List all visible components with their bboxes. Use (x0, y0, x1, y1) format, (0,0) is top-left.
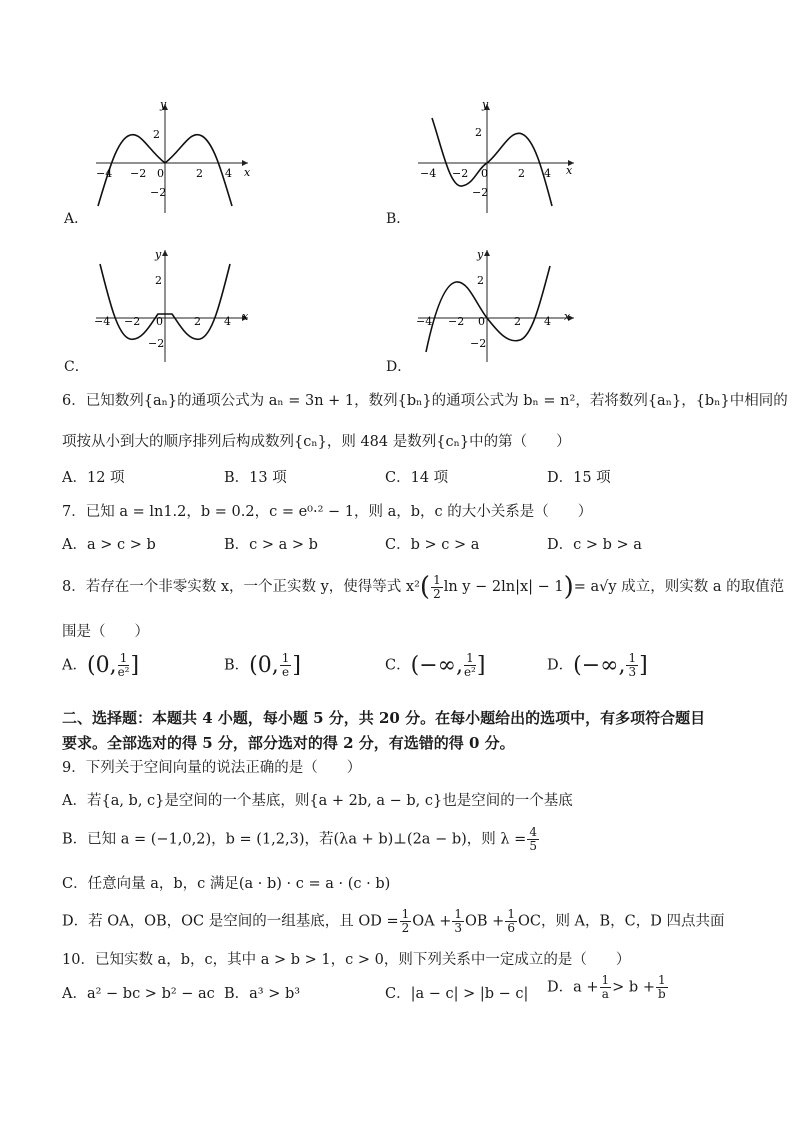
q9-option-b: B．已知 a = (−1,0,2)，b = (1,2,3)，若(λa + b)⊥(2a − b)，则 λ = $\frac{4}{5}$ (62, 825, 537, 853)
graph-a-x-label: x (244, 166, 251, 179)
q8-line2: 围是（ ） (62, 624, 149, 640)
graph-c-x-label: x (242, 310, 249, 323)
graph-d-tick: −2 (470, 337, 487, 350)
graph-c-tick: 2 (155, 274, 162, 287)
graph-b (410, 98, 580, 218)
graph-c-tick: 0 (156, 315, 163, 328)
q7-option-b: B．c > a > b (224, 537, 318, 553)
graph-d-tick: 2 (514, 315, 521, 328)
graph-c-tick: −4 (94, 315, 111, 328)
q7-option-d: D．c > b > a (547, 537, 642, 553)
graph-a-y-label: y (160, 98, 167, 111)
q6-option-b: B．13 项 (224, 470, 287, 486)
graph-b-tick: 0 (481, 167, 488, 180)
graph-a-svg (88, 98, 258, 218)
graph-b-tick: 2 (518, 167, 525, 180)
q8-line1-part-c: = a√y 成立，则实数 a 的取值范 (573, 579, 785, 595)
graph-d-tick: 4 (544, 315, 551, 328)
q8-half-fraction (431, 574, 443, 601)
graph-a-tick: −4 (96, 167, 113, 180)
graph-d (410, 244, 580, 364)
q10-option-b: B．a³ > b³ (224, 986, 301, 1002)
graph-c-y-label: y (155, 248, 162, 261)
graph-a-tick: 0 (157, 167, 164, 180)
q9-option-a: A．若{a, b, c}是空间的一个基底，则{a + 2b, a − b, c}也是空间的一个基底 (62, 793, 573, 809)
graph-a-tick: 2 (153, 128, 160, 141)
section2-heading-line2: 要求。全部选对的得 5 分，部分选对的得 2 分，有选错的得 0 分。 (62, 734, 515, 752)
graph-d-y-label: y (477, 248, 484, 261)
graph-b-x-label: x (566, 164, 573, 177)
q9-option-c: C．任意向量 a，b，c 满足(a · b) · c = a · (c · b) (62, 876, 391, 892)
graph-d-tick: 2 (477, 274, 484, 287)
q8-option-a: A．(0, $\frac{1}{\text{e²}}$ ] (62, 651, 140, 679)
graph-b-tick: −4 (420, 167, 437, 180)
graph-a-tick: −2 (150, 186, 167, 199)
q7-option-c: C．b > c > a (385, 537, 480, 553)
graph-b-tick: 2 (475, 126, 482, 139)
graph-c-tick: −2 (124, 315, 141, 328)
graph-c-label: C． (64, 359, 89, 375)
q6-line2: 项按从小到大的顺序排列后构成数列{cₙ}，则 484 是数列{cₙ}中的第（ ） (62, 434, 571, 450)
graph-c-tick: −2 (148, 337, 165, 350)
graph-b-tick: −2 (472, 186, 489, 199)
q8-half-num: 1 (433, 572, 441, 587)
graph-a-tick: 4 (225, 167, 232, 180)
graph-a (88, 98, 258, 218)
q8-half-den: 2 (433, 586, 441, 601)
graph-c-svg (88, 244, 258, 364)
graph-d-x-label: x (564, 310, 571, 323)
q10-option-c: C．|a − c| > |b − c| (385, 986, 529, 1002)
graph-a-tick: −2 (130, 167, 147, 180)
q10-stem: 10．已知实数 a，b，c，其中 a > b > 1，c > 0，则下列关系中一定成立的是（ ） (62, 952, 631, 968)
graph-a-tick: 2 (196, 167, 203, 180)
graph-a-label: A． (64, 211, 89, 227)
q8-option-b: B．(0, $\frac{1}{e}$ ] (224, 651, 301, 679)
q7-option-a: A．a > c > b (62, 537, 156, 553)
graph-b-tick: 4 (544, 167, 551, 180)
q8-line1-part-b: ln y − 2ln|x| − 1 (443, 579, 564, 595)
graph-d-tick: −2 (448, 315, 465, 328)
q8-option-c: C．(−∞, $\frac{1}{\text{e²}}$ ] (385, 651, 486, 679)
graph-b-label: B． (386, 211, 411, 227)
graph-b-y-label: y (482, 98, 489, 111)
q6-option-d: D．15 项 (547, 470, 611, 486)
q7-stem: 7．已知 a = ln1.2，b = 0.2，c = e⁰·² − 1，则 a，b，c 的大小关系是（ ） (62, 504, 593, 520)
q6-option-c: C．14 项 (385, 470, 449, 486)
q6-option-a: A．12 项 (62, 470, 125, 486)
q9-stem: 9．下列关于空间向量的说法正确的是（ ） (62, 760, 362, 776)
section2-heading-line1: 二、选择题：本题共 4 小题，每小题 5 分，共 20 分。在每小题给出的选项中，有多项符合题目 (62, 709, 706, 727)
q10-option-d: D．a + $\frac{1}{a}$ > b + $\frac{1}{b}$ (547, 973, 666, 1001)
graph-d-svg (410, 244, 580, 364)
q10-option-a: A．a² − bc > b² − ac (62, 986, 215, 1002)
q8-line1-part-a: 8．若存在一个非零实数 x，一个正实数 y，使得等式 x² (62, 579, 420, 595)
q9-option-d: D．若 OA，OB，OC 是空间的一组基底，且 OD = $\frac{1}{2}$ OA + $\frac{1}{3}$ OB + $\frac{1}{6}$ OC，则 A，B，C，D 四点共面 (62, 907, 725, 935)
graph-b-tick: −2 (452, 167, 469, 180)
graph-b-svg (410, 98, 580, 218)
graph-c-tick: 4 (224, 315, 231, 328)
q6-line1: 6．已知数列{aₙ}的通项公式为 aₙ = 3n + 1，数列{bₙ}的通项公式为 bₙ = n²，若将数列{aₙ}，{bₙ}中相同的 (62, 393, 788, 409)
q8-line1: 8．若存在一个非零实数 x，一个正实数 y，使得等式 x²( $\frac{1}{2}$ ln y − 2ln|x| − 1)= a√y 成立，则实数 a 的取值范 (62, 572, 785, 602)
graph-d-label: D． (386, 359, 412, 375)
graph-c (88, 244, 258, 364)
graph-c-tick: 2 (194, 315, 201, 328)
graph-d-tick: −4 (416, 315, 433, 328)
graph-d-tick: 0 (478, 315, 485, 328)
q8-option-d: D．(−∞, $\frac{1}{3}$ ] (547, 651, 648, 679)
